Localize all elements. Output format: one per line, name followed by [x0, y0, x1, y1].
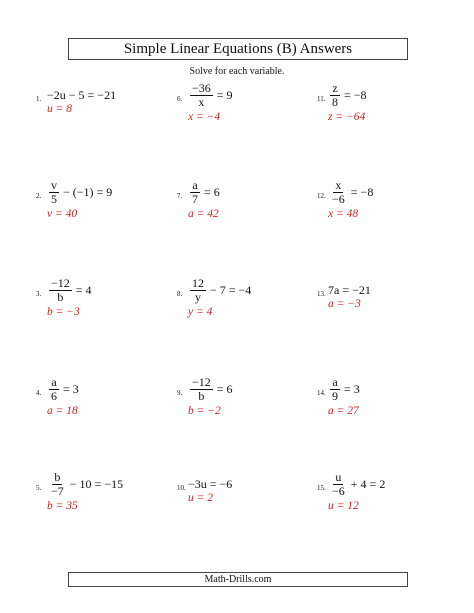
fraction	[190, 376, 213, 403]
answer: a = 18	[47, 405, 78, 417]
fraction-numerator: −12	[51, 275, 70, 290]
fraction	[190, 277, 206, 304]
problem-number: 13.	[317, 290, 326, 298]
fraction-numerator: z	[332, 80, 338, 95]
fraction-denominator: −6	[332, 191, 345, 206]
problem-number: 9.	[177, 389, 183, 397]
fraction	[49, 471, 66, 498]
fraction-denominator: 9	[332, 388, 338, 403]
fraction-denominator: b	[57, 289, 64, 304]
answer: x = 48	[328, 208, 359, 220]
fraction	[49, 376, 59, 403]
equation-rest: = −8	[350, 184, 374, 199]
fraction-denominator: x	[198, 94, 205, 109]
equation-rest: = 4	[75, 282, 92, 297]
fraction	[49, 179, 59, 206]
problem-equation	[188, 275, 251, 305]
problem-equation	[47, 275, 92, 305]
problem-number: 7.	[177, 192, 183, 200]
answer: u = 12	[328, 500, 359, 512]
equation-rest: = 3	[344, 381, 360, 396]
equation-rest: − 10 = −15	[69, 476, 124, 491]
answer: u = 8	[47, 103, 73, 115]
answer: z = −64	[328, 111, 366, 123]
problem-equation	[47, 88, 116, 102]
answer: b = 35	[47, 500, 78, 512]
problem-equation	[328, 469, 385, 499]
problem-equation	[328, 80, 367, 110]
answer: u = 2	[188, 492, 214, 504]
equation-rest: − 7 = −4	[210, 282, 252, 297]
instructions: Solve for each variable.	[189, 66, 285, 77]
footer-credit: Math-Drills.com	[68, 572, 408, 587]
answer: v = 40	[47, 208, 78, 220]
problem-number: 11.	[317, 95, 326, 103]
equation-rest: = 6	[204, 184, 220, 199]
fraction-numerator: a	[192, 177, 198, 192]
fraction	[330, 82, 340, 109]
fraction-denominator: 7	[192, 191, 198, 206]
fraction-numerator: −12	[192, 374, 211, 389]
fraction	[49, 277, 72, 304]
equation-rest: + 4 = 2	[350, 476, 386, 491]
problem-equation	[188, 374, 233, 404]
fraction-numerator: x	[335, 177, 342, 192]
problem-number: 4.	[36, 389, 42, 397]
problem-equation	[188, 477, 232, 491]
problem-equation	[47, 469, 123, 499]
answer: b = −2	[188, 405, 221, 417]
problem-equation	[328, 177, 373, 207]
answer: a = −3	[328, 298, 361, 310]
equation-rest: − (−1) = 9	[63, 184, 113, 199]
equation-rest: = 9	[216, 87, 233, 102]
fraction-denominator: −6	[332, 483, 345, 498]
fraction	[190, 179, 200, 206]
problem-equation	[328, 283, 371, 297]
equation-text: −2u − 5 = −21	[47, 87, 117, 102]
fraction	[330, 179, 347, 206]
fraction-denominator: y	[195, 289, 201, 304]
fraction-numerator: 12	[192, 275, 204, 290]
fraction-numerator: v	[51, 177, 57, 192]
worksheet-title: Simple Linear Equations (B) Answers	[68, 38, 408, 60]
fraction-numerator: a	[51, 374, 57, 389]
problem-number: 1.	[36, 95, 42, 103]
answer: a = 27	[328, 405, 359, 417]
equation-rest: = 3	[63, 381, 79, 396]
problem-number: 6.	[177, 95, 183, 103]
equation-text: −3u = −6	[188, 476, 233, 491]
fraction-numerator: b	[54, 469, 61, 484]
problem-number: 2.	[36, 192, 42, 200]
problem-equation	[188, 80, 233, 110]
fraction-numerator: a	[332, 374, 338, 389]
answer: a = 42	[188, 208, 219, 220]
problem-number: 8.	[177, 290, 183, 298]
problem-equation	[47, 177, 112, 207]
problem-equation	[47, 374, 79, 404]
fraction-denominator: b	[198, 388, 205, 403]
fraction-numerator: −36	[192, 80, 211, 95]
fraction-denominator: 6	[51, 388, 57, 403]
fraction	[330, 471, 347, 498]
equation-text: 7a = −21	[328, 282, 371, 297]
equation-rest: = −8	[344, 87, 367, 102]
fraction	[190, 82, 213, 109]
problem-number: 12.	[317, 192, 326, 200]
fraction-numerator: u	[335, 469, 342, 484]
equation-rest: = 6	[216, 381, 233, 396]
problem-number: 10.	[177, 484, 186, 492]
problem-number: 5.	[36, 484, 42, 492]
answer: b = −3	[47, 306, 80, 318]
fraction	[330, 376, 340, 403]
problem-equation	[328, 374, 360, 404]
fraction-denominator: 8	[332, 94, 338, 109]
problem-equation	[188, 177, 220, 207]
problem-number: 15.	[317, 484, 326, 492]
fraction-denominator: −7	[51, 483, 64, 498]
answer: x = −4	[188, 111, 221, 123]
answer: y = 4	[188, 306, 213, 318]
problem-number: 14.	[317, 389, 326, 397]
problem-number: 3.	[36, 290, 42, 298]
fraction-denominator: 5	[51, 191, 57, 206]
